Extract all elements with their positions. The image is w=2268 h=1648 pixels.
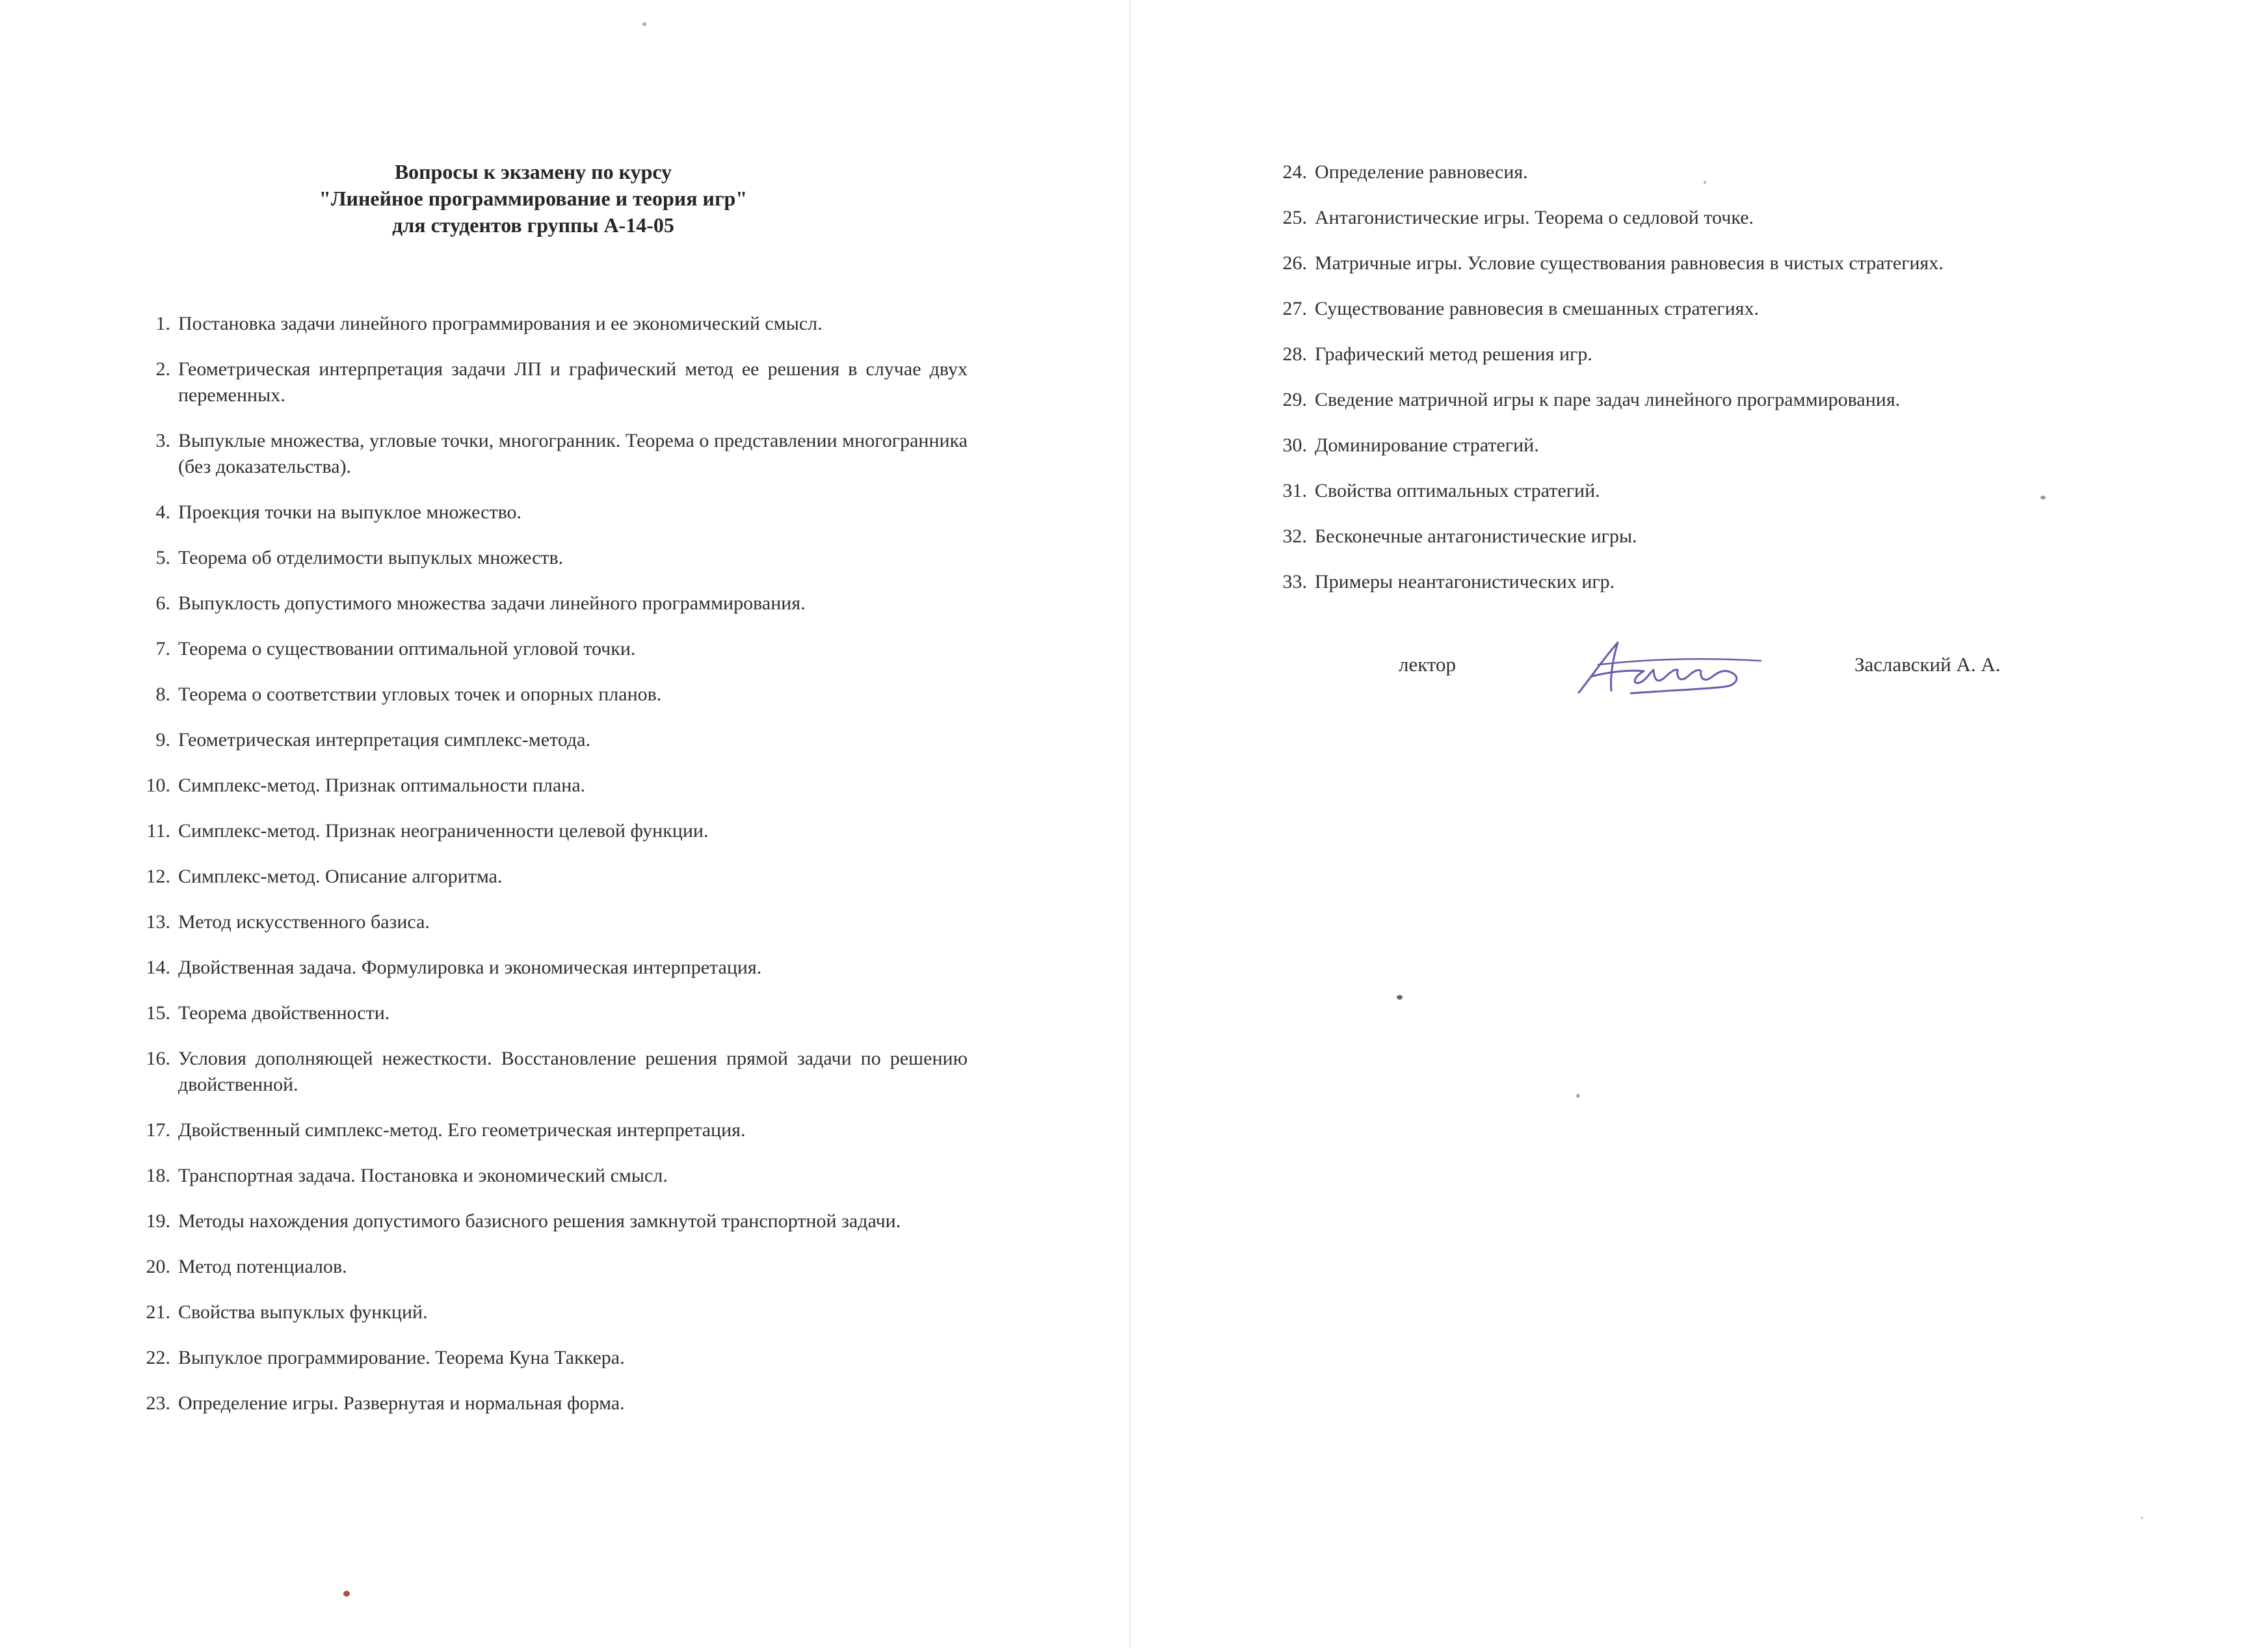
question-item [124, 311, 968, 337]
question-number: 13. [146, 911, 170, 933]
question-number: 10. [146, 775, 170, 796]
question-number: 4. [155, 501, 170, 523]
question-number: 25. [1282, 207, 1307, 228]
question-number: 15. [146, 1002, 170, 1024]
question-number: 7. [155, 638, 170, 659]
question-number: 20. [146, 1256, 170, 1277]
question-text: Определение равновесия. [1315, 161, 1528, 183]
question-number: 12. [146, 866, 170, 887]
handwritten-signature [1566, 631, 1780, 702]
question-number: 30. [1282, 434, 1307, 456]
question-item [124, 864, 968, 890]
question-text: Матричные игры. Условие существования равновесия в чистых стратегиях. [1315, 252, 1944, 274]
question-item [124, 773, 968, 799]
question-item [124, 545, 968, 571]
question-text: Определение игры. Развернутая и нормальная форма. [178, 1392, 625, 1414]
question-item [1260, 524, 2170, 550]
question-text: Графический метод решения игр. [1315, 343, 1592, 365]
question-number: 27. [1282, 298, 1307, 319]
scan-speck [2141, 1517, 2143, 1519]
lecturer-role-label: лектор [1399, 653, 1457, 676]
lecturer-name: Заславский А. А. [1854, 653, 2001, 676]
question-item [1260, 387, 2170, 413]
question-number: 32. [1282, 525, 1307, 547]
question-item [124, 818, 968, 844]
question-text: Методы нахождения допустимого базисного решения замкнутой транспортной задачи. [178, 1210, 901, 1232]
question-text: Теорема об отделимости выпуклых множеств. [178, 547, 564, 568]
question-number: 33. [1282, 571, 1307, 592]
title-line-1: Вопросы к экзамену по курсу [394, 160, 672, 183]
scan-speck [1704, 181, 1706, 184]
question-item [1260, 478, 2170, 504]
question-item [124, 682, 968, 708]
question-item [1260, 341, 2170, 367]
question-number: 2. [155, 358, 170, 380]
question-item [1260, 250, 2170, 276]
question-item [124, 356, 968, 408]
question-text: Примеры неантагонистических игр. [1315, 571, 1615, 592]
question-number: 28. [1282, 343, 1307, 365]
page-fold [1129, 0, 1131, 1648]
question-number: 22. [146, 1347, 170, 1368]
question-text: Симплекс-метод. Описание алгоритма. [178, 866, 503, 887]
question-text: Постановка задачи линейного программирования и ее экономический смысл. [178, 313, 823, 334]
scan-speck [642, 22, 646, 26]
question-item [124, 1163, 968, 1189]
question-number: 11. [146, 820, 170, 842]
question-number: 16. [146, 1048, 170, 1069]
scan-speck [343, 1591, 350, 1597]
question-number: 8. [155, 684, 170, 705]
question-item [124, 1000, 968, 1026]
question-item [124, 955, 968, 981]
question-number: 5. [155, 547, 170, 568]
question-number: 3. [155, 430, 170, 451]
question-item [1260, 432, 2170, 459]
question-text: Бесконечные антагонистические игры. [1315, 525, 1637, 547]
question-text: Теорема о существовании оптимальной угловой точки. [178, 638, 636, 659]
signature-row [1260, 650, 2170, 702]
question-item [124, 428, 968, 480]
question-number: 29. [1282, 389, 1307, 410]
question-number: 31. [1282, 480, 1307, 501]
question-item [124, 1208, 968, 1234]
question-text: Теорема о соответствии угловых точек и опорных планов. [178, 684, 662, 705]
question-number: 18. [146, 1165, 170, 1186]
question-text: Существование равновесия в смешанных стратегиях. [1315, 298, 1759, 319]
question-item [124, 1299, 968, 1325]
question-text: Антагонистические игры. Теорема о седловой точке. [1315, 207, 1754, 228]
question-number: 19. [146, 1210, 170, 1232]
question-text: Выпуклое программирование. Теорема Куна Таккера. [178, 1347, 625, 1368]
question-number: 24. [1282, 161, 1307, 183]
question-text: Двойственная задача. Формулировка и экономическая интерпретация. [178, 957, 762, 978]
question-item [124, 1046, 968, 1098]
question-text: Сведение матричной игры к паре задач линейного программирования. [1315, 389, 1901, 410]
question-list-left [124, 311, 968, 1436]
question-item [124, 1117, 968, 1143]
question-item [124, 591, 968, 617]
scan-speck [1576, 1094, 1580, 1098]
question-text: Выпуклые множества, угловые точки, многогранник. Теорема о представлении многогранника (без доказательства). [178, 430, 968, 477]
question-list-right [1260, 159, 2170, 615]
question-number: 26. [1282, 252, 1307, 274]
question-item [124, 727, 968, 753]
question-text: Условия дополняющей нежесткости. Восстановление решения прямой задачи по решению двойственной. [178, 1048, 968, 1095]
question-number: 6. [155, 592, 170, 614]
question-number: 1. [155, 313, 170, 334]
question-text: Свойства выпуклых функций. [178, 1301, 428, 1323]
question-item [1260, 159, 2170, 185]
question-text: Метод искусственного базиса. [178, 911, 430, 933]
question-number: 9. [155, 729, 170, 751]
question-text: Доминирование стратегий. [1315, 434, 1539, 456]
question-item [1260, 296, 2170, 322]
question-item [124, 909, 968, 935]
question-item [124, 1390, 968, 1416]
question-item [124, 1254, 968, 1280]
scan-speck [2040, 496, 2046, 499]
document-title [130, 159, 936, 239]
question-text: Проекция точки на выпуклое множество. [178, 501, 522, 523]
question-item [124, 636, 968, 662]
question-text: Геометрическая интерпретация симплекс-метода. [178, 729, 590, 751]
question-number: 21. [146, 1301, 170, 1323]
question-number: 14. [146, 957, 170, 978]
question-text: Симплекс-метод. Признак оптимальности плана. [178, 775, 586, 796]
question-text: Симплекс-метод. Признак неограниченности целевой функции. [178, 820, 709, 842]
question-number: 17. [146, 1119, 170, 1141]
question-text: Геометрическая интерпретация задачи ЛП и графический метод ее решения в случае двух переменных. [178, 358, 968, 406]
scan-speck [1397, 995, 1403, 1000]
question-text: Двойственный симплекс-метод. Его геометрическая интерпретация. [178, 1119, 746, 1141]
question-item [1260, 569, 2170, 595]
question-item [124, 1345, 968, 1371]
title-line-3: для студентов группы А-14-05 [392, 213, 674, 237]
question-text: Транспортная задача. Постановка и экономический смысл. [178, 1165, 668, 1186]
question-text: Выпуклость допустимого множества задачи линейного программирования. [178, 592, 806, 614]
question-text: Свойства оптимальных стратегий. [1315, 480, 1600, 501]
question-number: 23. [146, 1392, 170, 1414]
question-text: Метод потенциалов. [178, 1256, 347, 1277]
question-item [124, 499, 968, 525]
question-item [1260, 205, 2170, 231]
title-line-2: "Линейное программирование и теория игр" [319, 187, 748, 210]
question-text: Теорема двойственности. [178, 1002, 390, 1024]
